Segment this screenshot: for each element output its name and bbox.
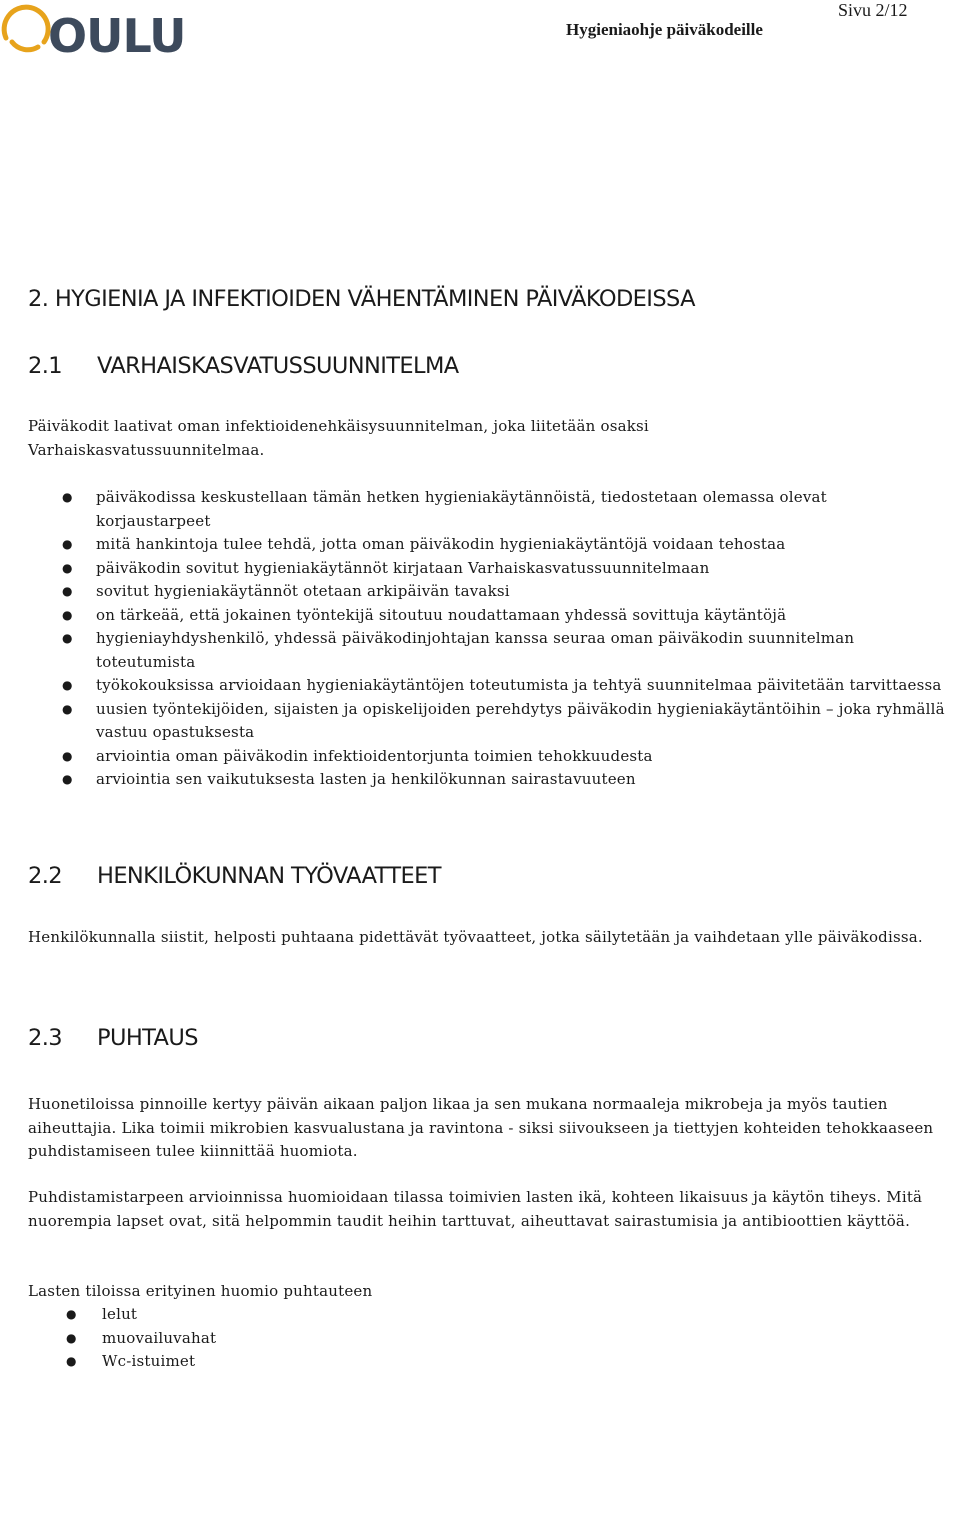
bullet-icon: ● [62, 772, 73, 786]
section-title: VARHAISKASVATUSSUUNNITELMA [97, 353, 459, 379]
section-2-2-text: Henkilökunnalla siistit, helposti puhtaana pidettävät työvaatteet, jotka säilytetään ja vaihdetaan ylle päiväkodissa. [28, 928, 923, 946]
section-2-3-heading [28, 1025, 198, 1051]
list-item: ● mitä hankintoja tulee tehdä, jotta oman päiväkodin hygieniakäytäntöjä voidaan tehostaa [0, 533, 945, 557]
bullet-icon: ● [62, 537, 73, 551]
section-2-1-heading [28, 353, 459, 379]
bullet-icon: ● [62, 701, 73, 716]
section-2-1-bullet-list [0, 486, 945, 792]
bullet-icon: ● [62, 560, 73, 575]
section-2-3-paragraph-2: Puhdistamistarpeen arvioinnissa huomioidaan tilassa toimivien lasten ikä, kohteen likaisuus ja käytön tiheys. Mitä nuorempia lapset ovat, sitä helpommin taudit heihin tarttuvat, aiheuttavat sairastumisia ja antibioottien käyttöä. [28, 1188, 923, 1230]
svg-text:OULU: OULU [48, 9, 186, 63]
bullet-icon: ● [62, 607, 73, 622]
list-item: ● sovitut hygieniakäytännöt otetaan arkipäivän tavaksi [0, 580, 945, 604]
document-title: Hygieniaohje päiväkodeille [566, 20, 763, 39]
bullet-icon: ● [62, 748, 73, 763]
section-title: PUHTAUS [97, 1025, 198, 1051]
section-title: HENKILÖKUNNAN TYÖVAATTEET [97, 863, 441, 889]
section-2-3-bullet-list [0, 1303, 945, 1374]
bullet-icon: ● [66, 1354, 77, 1368]
list-item: ● uusien työntekijöiden, sijaisten ja opiskelijoiden perehdytys päiväkodin hygieniakäytäntöihin – joka ryhmällä vastuu opastuksesta [62, 699, 945, 741]
bullet-icon: ● [62, 490, 73, 504]
list-item: ● hygieniayhdyshenkilö, yhdessä päiväkodinjohtajan kanssa seuraa oman päiväkodin suunnitelman toteutumista [62, 629, 855, 671]
bullet-icon: ● [66, 1330, 77, 1345]
section-number: 2.3 [28, 1025, 62, 1051]
section-2-3-paragraph-1: Huonetiloissa pinnoille kertyy päivän aikaan paljon likaa ja sen mukana normaaleja mikrobeja ja myös tautien aiheuttajia. Lika toimii mikrobien kasvualustana ja ravintona - siksi siivoukseen ja tiettyjen kohteiden tehokkaaseen puhdistamiseen tulee kiinnittää huomiota. [28, 1095, 934, 1160]
section-2-2-heading [28, 863, 441, 889]
bullet-icon: ● [62, 584, 73, 598]
list-item: ● arviointia sen vaikutuksesta lasten ja henkilökunnan sairastavuuteen [0, 768, 945, 792]
bullet-icon: ● [62, 678, 73, 692]
page-number: Sivu 2/12 [838, 0, 908, 20]
section-2-3-paragraph-3: Lasten tiloissa erityinen huomio puhtauteen [28, 1282, 373, 1300]
list-item: ● päiväkodin sovitut hygieniakäytännöt kirjataan Varhaiskasvatussuunnitelmaan [0, 557, 945, 581]
section-number: 2.1 [28, 353, 62, 379]
oulu-logo [0, 0, 186, 63]
list-item: ● Wc-istuimet [0, 1350, 945, 1374]
list-item: ● muovailuvahat [0, 1327, 945, 1351]
list-item: ● lelut [0, 1303, 945, 1327]
bullet-icon: ● [66, 1307, 77, 1321]
list-item: ● arviointia oman päiväkodin infektioidentorjunta toimien tehokkuudesta [0, 745, 945, 769]
list-item: ● päiväkodissa keskustellaan tämän hetken hygieniakäytännöistä, tiedostetaan olemassa olevat korjaustarpeet [62, 488, 827, 530]
section-2-heading: 2. HYGIENIA JA INFEKTIOIDEN VÄHENTÄMINEN PÄIVÄKODEISSA [28, 286, 695, 312]
list-item: ● työkokouksissa arvioidaan hygieniakäytäntöjen toteutumista ja tehtyä suunnitelmaa päivitetään tarvittaessa [0, 674, 945, 698]
list-item: ● on tärkeää, että jokainen työntekijä sitoutuu noudattamaan yhdessä sovittuja käytäntöjä [0, 604, 945, 628]
section-2-1-intro: Päiväkodit laativat oman infektioidenehkäisysuunnitelman, joka liitetään osaksi Varhaiskasvatussuunnitelmaa. [28, 417, 649, 459]
bullet-icon: ● [62, 631, 73, 645]
section-number: 2.2 [28, 863, 62, 889]
